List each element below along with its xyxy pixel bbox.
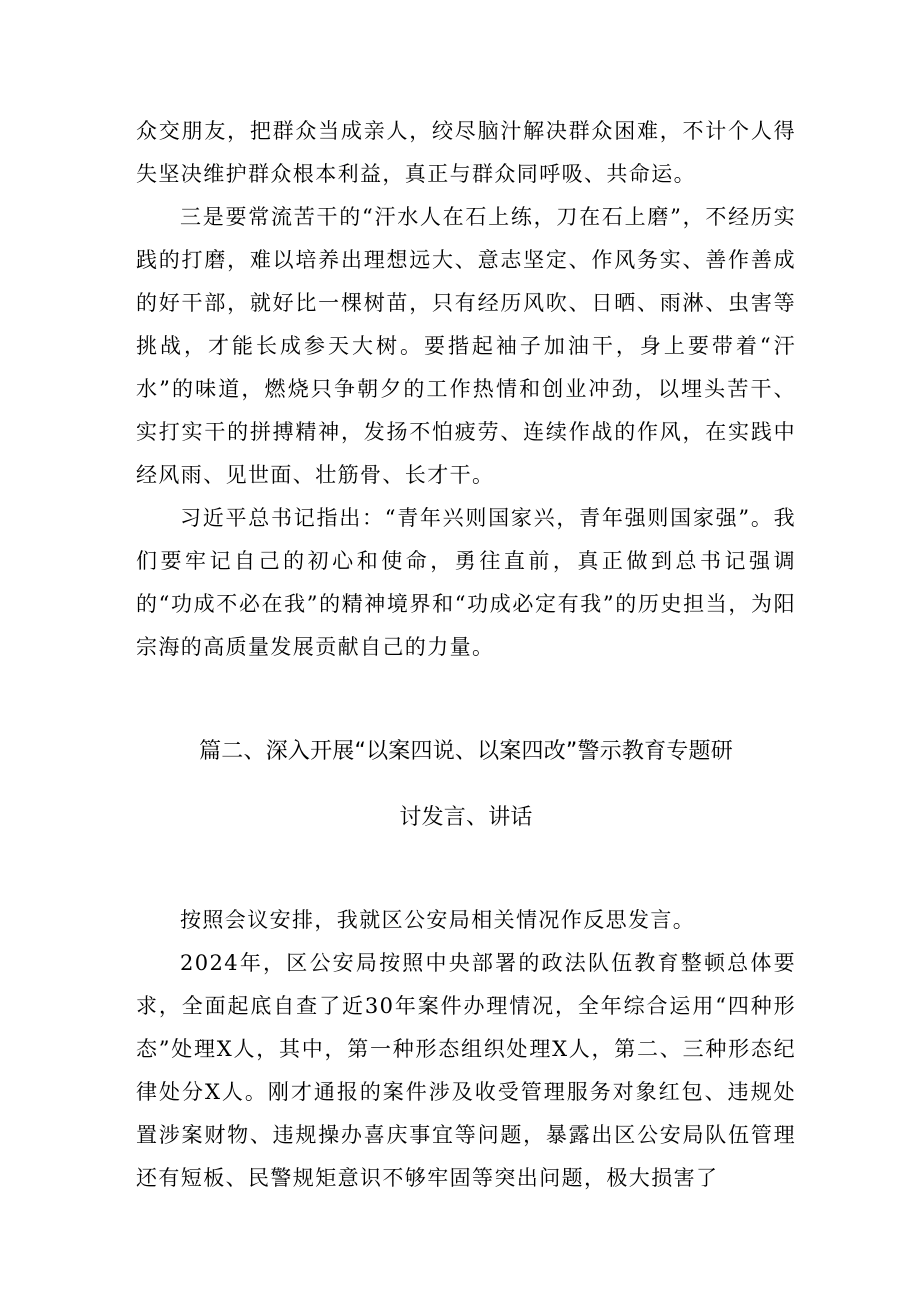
paragraph-3: 习近平总书记指出：“青年兴则国家兴，青年强则国家强”。我们要牢记自己的初心和使命，勇往直前，真正做到总书记强调的“功成不必在我”的精神境界和“功成必定有我”的历史担当，为阳宗海的高质量发展贡献自己的力量。 [136,506,796,659]
document-page [136,110,796,1200]
paragraph-1: 众交朋友，把群众当成亲人，绞尽脑汁解决群众困难，不计个人得失坚决维护群众根本利益，真正与群众同呼吸、共命运。 [136,119,796,186]
section-heading [136,719,796,851]
section-heading-line-1: 篇二、深入开展“以案四说、以案四改”警示教育专题研 [199,739,733,764]
paragraph-4: 按照会议安排，我就区公安局相关情况作反思发言。 [180,908,696,932]
paragraph-2: 三是要常流苦干的“汗水人在石上练，刀在石上磨”，不经历实践的打磨，难以培养出理想远大、意志坚定、作风务实、善作善成的好干部，就好比一棵树苗，只有经历风吹、日晒、雨淋、虫害等挑战，才能长成参天大树。要揩起袖子加油干，身上要带着“汗水”的味道，燃烧只争朝夕的工作热情和创业冲劲，以埋头苦干、实打实干的拼搏精神，发扬不怕疲劳、连续作战的作风，在实践中经风雨、见世面、壮筋骨、长才干。 [136,205,796,487]
section-heading-line-2: 讨发言、讲话 [399,805,533,830]
paragraph-5: 2024年，区公安局按照中央部署的政法队伍教育整顿总体要求，全面起底自查了近30年案件办理情况，全年综合运用“四种形态”处理X人，其中，第一种形态组织处理X人，第二、三种形态纪律处分X人。刚才通报的案件涉及收受管理服务对象红包、违规处置涉案财物、违规操办喜庆事宜等问题，暴露出区公安局队伍管理还有短板、民警规矩意识不够牢固等突出问题，极大损害了 [136,951,796,1190]
